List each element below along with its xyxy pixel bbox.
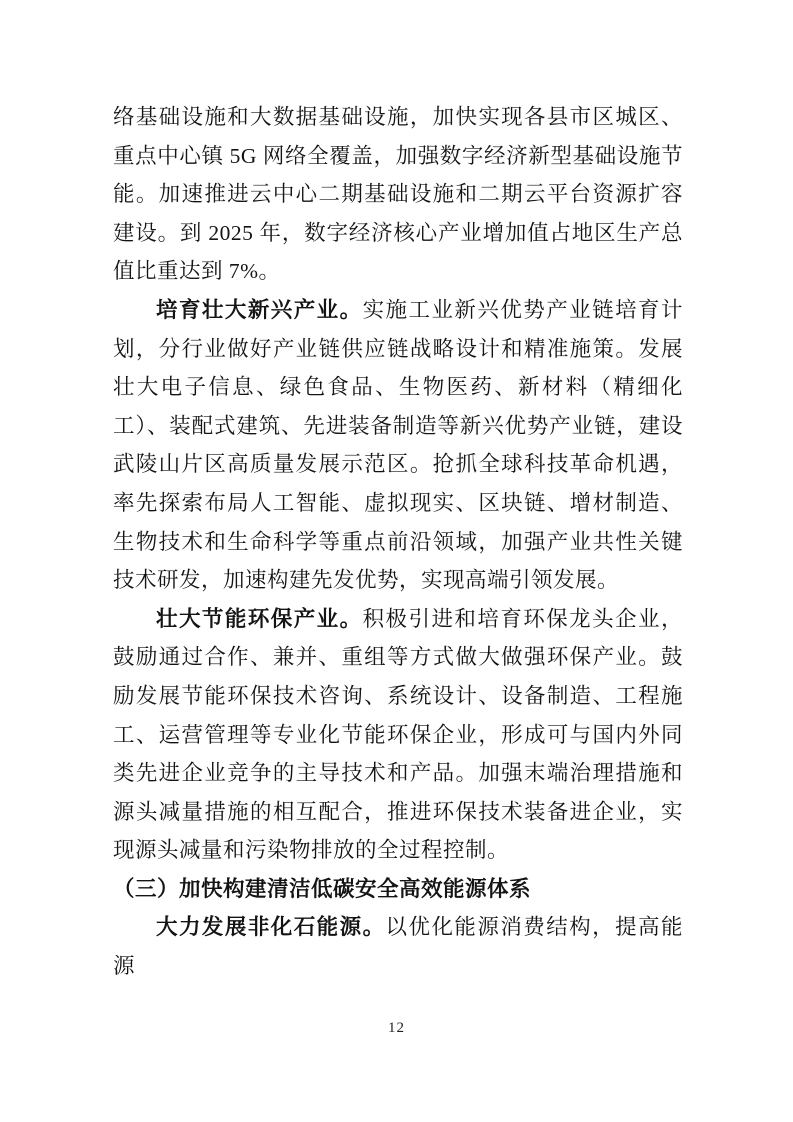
paragraph-lead: 培育壮大新兴产业。 — [156, 297, 363, 322]
document-body — [113, 98, 683, 986]
paragraph-lead: 大力发展非化石能源。 — [156, 915, 386, 940]
paragraph-text: 实施工业新兴优势产业链培育计划，分行业做好产业链供应链战略设计和精准施策。发展壮大电子信息、绿色食品、生物医药、新材料（精细化工）、装配式建筑、先进装备制造等新兴优势产业链，建设武陵山片区高质量发展示范区。抢抓全球科技革命机遇，率先探索布局人工智能、虚拟现实、区块链、增材制造、生物技术和生命科学等重点前沿领域，加强产业共性关键技术研发，加速构建先发优势，实现高端引领发展。 — [113, 297, 683, 593]
paragraph — [113, 600, 683, 870]
paragraph — [113, 908, 683, 985]
paragraph-text: 积极引进和培育环保龙头企业，鼓励通过合作、兼并、重组等方式做大做强环保产业。鼓励发展节能环保技术咨询、系统设计、设备制造、工程施工、运营管理等专业化节能环保企业，形成可与国内外同类先进企业竞争的主导技术和产品。加强末端治理措施和源头减量措施的相互配合，推进环保技术装备进企业，实现源头减量和污染物排放的全过程控制。 — [113, 606, 683, 863]
page-number: 12 — [388, 1020, 405, 1036]
section-heading: （三）加快构建清洁低碳安全高效能源体系 — [113, 876, 532, 901]
paragraph-text: 以优化能源消费结构，提高能源 — [113, 915, 683, 979]
paragraph-lead: 壮大节能环保产业。 — [156, 606, 363, 631]
paragraph: 络基础设施和大数据基础设施，加快实现各县市区城区、重点中心镇 5G 网络全覆盖，加强数字经济新型基础设施节能。加速推进云中心二期基础设施和二期云平台资源扩容建设。到 2025 年，数字经济核心产业增加值占地区生产总值比重达到 7%。 — [113, 105, 683, 284]
paragraph — [113, 291, 683, 600]
